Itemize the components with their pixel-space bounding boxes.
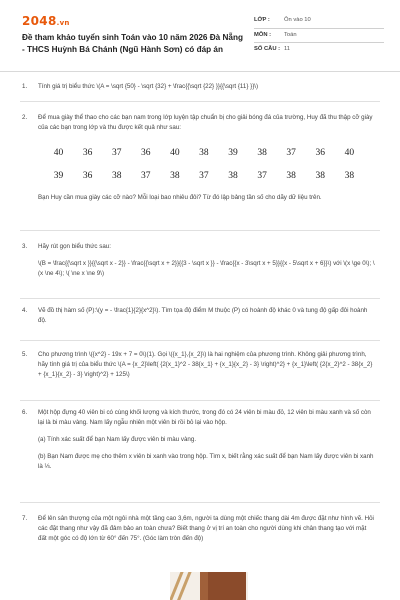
shoe-size-table [44,141,364,187]
table-cell: 38 [257,147,267,158]
table-cell: 38 [286,170,296,181]
table-cell: 40 [344,147,355,158]
logo-tld: .vn [56,19,70,27]
meta-row-subject [254,29,384,44]
question-text: Hãy rút gọn biểu thức sau: [38,243,111,250]
question-part-a: (a) Tính xác suất để bạn Nam lấy được viên bi màu vàng. [38,436,197,443]
table-cell: 36 [82,147,93,158]
divider [20,101,380,102]
question-number: 7. [22,515,28,522]
table-cell: 36 [315,147,325,158]
table-cell: 40 [53,147,64,158]
question-text: Bạn Huy cần mua giày các cỡ nào? Mỗi loại bao nhiêu đôi? Từ đó lập bảng tần số cho dãy dữ liệu trên. [38,194,322,201]
meta-row-count [254,43,384,58]
question-text: Cho phương trình \({x^2} - 19x + 7 = 0\)(1). Gọi \({x_1},{x_2}\) là hai nghiệm của phương trình. Không giải phương trình, hãy tính giá trị của biểu thức \(A = {x_2}\left( {2{x_1}^2 - 38{x_1} + {x_1}{x_2} - 3} \right)^2} + {x_1}\left( {2{x_2}^2 - 38{x_2} + {x_1}{x_2} - 3} \right)^2} + 125\) [38,351,373,378]
table-cell: 38 [199,147,209,158]
table-cell: 37 [286,147,296,158]
table-cell: 37 [257,170,267,181]
table-cell: 37 [199,170,209,181]
table-cell: 38 [111,170,122,181]
ladder-house-illustration [170,572,248,600]
question-text: Tính giá trị biểu thức \(A = \sqrt {50} - \sqrt {32} + \frac{{\sqrt {22} }}{{\sqrt {11} }}\) [38,83,259,90]
question-number: 4. [22,307,28,314]
table-cell: 38 [228,170,238,181]
question-text: Một hộp đựng 40 viên bi có cùng khối lượng và kích thước, trong đó có 24 viên bi màu đỏ, 12 viên bi màu xanh và số còn lại là bi màu vàng. Nam lấy ngẫu nhiên một viên bi rồi bỏ lại vào hộp. [38,409,371,426]
table-cell: 36 [141,147,151,158]
divider [20,230,380,231]
page-header [0,0,400,72]
divider [20,298,380,299]
page-title: Đề tham khảo tuyển sinh Toán vào 10 năm 2026 Đà Nẵng - THCS Huỳnh Bá Chánh (Ngũ Hành Sơn) có đáp án [22,33,243,54]
table-cell: 37 [111,147,122,158]
site-logo[interactable] [22,14,70,28]
table-cell: 38 [344,170,355,181]
divider [20,400,380,401]
question-formula: \(B = \frac{{\sqrt x }}{{\sqrt x - 2}} - \frac{{\sqrt x + 2}}{{3 - \sqrt x }} - \frac{{x - 3\sqrt x + 5}}{{x - 5\sqrt x + 6}}\) với \(x \ge 0\); \(x \ne 4\); \( \ne x \ne 9\) [38,260,375,277]
meta-key: SỐ CÂU : [254,46,281,52]
table-cell: 38 [315,170,325,181]
meta-key: LỚP : [254,17,270,23]
question-text: Vẽ đồ thị hàm số (P):\(y = - \frac{1}{2}{x^2}\). Tìm tọa độ điểm M thuộc (P) có hoành độ khác 0 và tung độ gấp đôi hoành độ. [38,307,368,324]
table-cell: 37 [141,170,151,181]
question-number: 3. [22,243,28,250]
divider [20,502,380,503]
question-text: Để mua giày thể thao cho các bạn nam trong lớp luyện tập chuẩn bị cho giải bóng đá của trường, Huy đã thu thập cỡ giày của các bạn trong lớp và thu được kết quả như sau: [38,114,373,131]
question-number: 1. [22,83,28,90]
table-cell: 39 [228,147,238,158]
question-body [38,306,376,326]
question-body [38,350,376,380]
table-row [44,141,364,164]
table-cell: 36 [82,170,93,181]
question-body [38,113,376,203]
question-body [38,242,376,279]
table-row [44,164,364,187]
house-wall-edge [200,572,208,600]
question-number: 2. [22,114,28,121]
meta-value: Toán [284,31,297,38]
question-part-b: (b) Bạn Nam được mẹ cho thêm x viên bi xanh vào trong hộp. Tìm x, biết rằng xác suất để bạn Nam lấy được viên bi xanh là ⅓. [38,453,374,470]
meta-key: MÔN : [254,31,272,38]
question-body [38,82,376,92]
logo-text: 2048 [22,14,57,28]
table-cell: 38 [170,170,180,181]
question-text: Để lên sân thượng của một ngôi nhà một tầng cao 3,6m, người ta dùng một chiếc thang dài 4m được đặt như hình vẽ. Hỏi các đặt thang như vậy đã đảm bảo an toàn chưa? Biết thang ở vị trí an toàn cho người dùng khi chân thang tạo với mặt đất một góc có độ lớn từ 60° đến 75°. (Góc làm tròn đến độ) [38,515,374,542]
meta-info [254,14,384,58]
table-cell: 40 [170,147,180,158]
question-number: 5. [22,351,28,358]
divider [20,340,380,341]
question-body [38,514,376,544]
question-number: 6. [22,409,28,416]
meta-value: Ôn vào 10 [284,17,311,23]
meta-row-class [254,14,384,29]
table-cell: 39 [53,170,64,181]
meta-value: 11 [284,46,291,52]
question-body [38,408,376,472]
